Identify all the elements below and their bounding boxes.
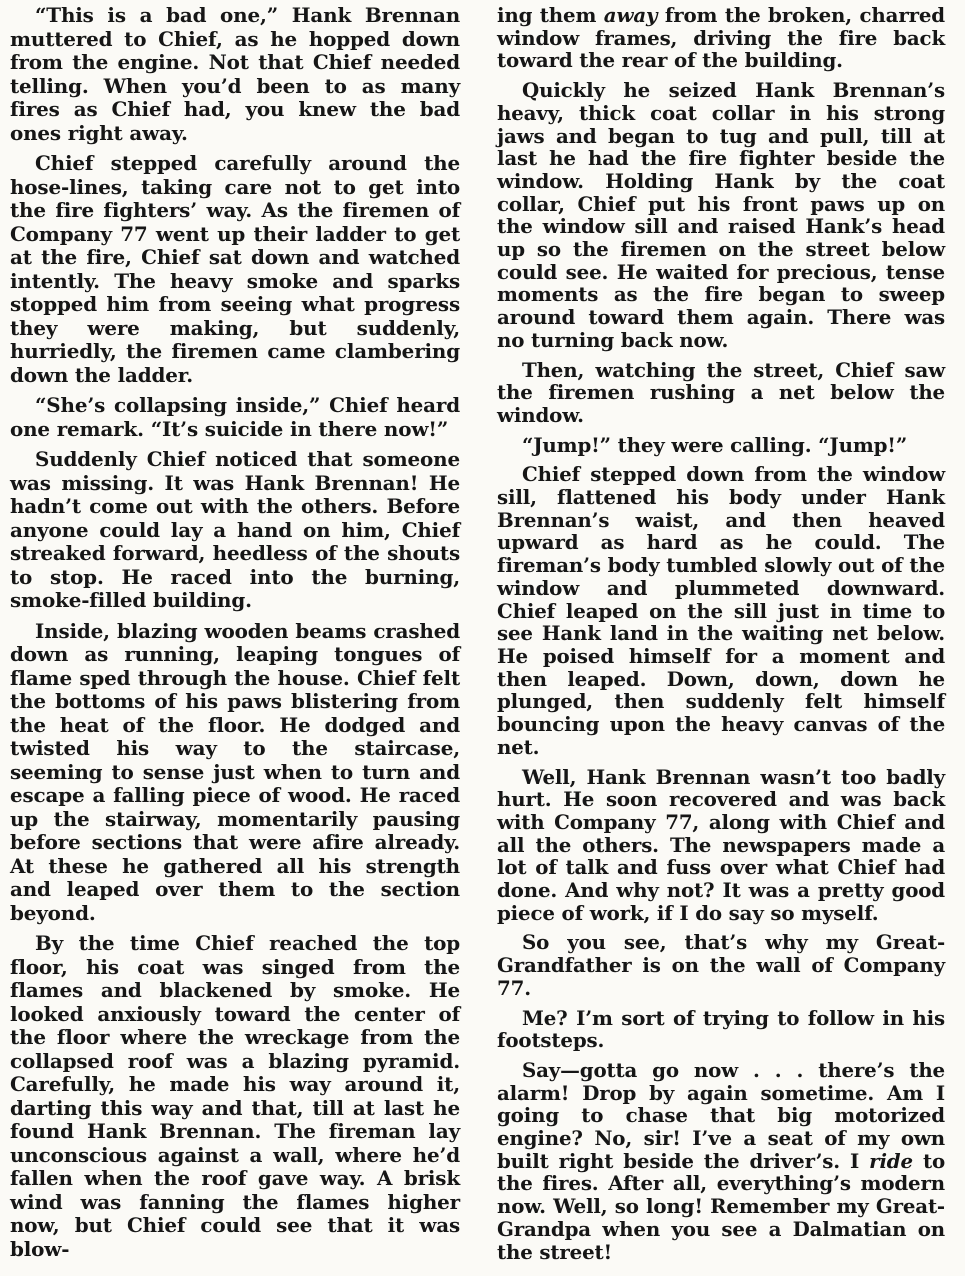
emphasized-word: away [603,3,658,27]
paragraph: Well, Hank Brennan wasn’t too badly hurt. He soon recovered and was back with Company 77, along with Chief and all the others. The newspapers made a lot of talk and fuss over what Chief had done. And why not? It was a pretty good piece of work, if I do say so myself. [497,764,945,925]
paragraph [497,1059,945,1263]
paragraph: “She’s collapsing inside,” Chief heard one remark. “It’s suicide in there now!” [10,393,460,441]
paragraph: Inside, blazing wooden beams crashed down as running, leaping tongues of flame sped through the house. Chief felt the bottoms of his paws blistering from the heat of the floor. He dodged and twisted his way to the staircase, seeming to sense just when to turn and escape a falling piece of wood. He raced up the stairway, momentarily pausing before sections that were afire already. At these he gathered all his strength and leaped over them to the section beyond. [10,618,460,925]
paragraph: Quickly he seized Hank Brennan’s heavy, thick coat collar in his strong jaws and began to tug and pull, till at last he had the fire fighter beside the window. Holding Hank by the coat collar, Chief put his front paws up on the window sill and raised Hank’s head up so the firemen on the street below could see. He waited for precious, tense moments as the fire began to sweep around toward them again. There was no turning back now. [497,78,945,352]
paragraph: Me? I’m sort of trying to follow in his footsteps. [497,1005,945,1053]
paragraph: So you see, that’s why my Great-Grandfather is on the wall of Company 77. [497,930,945,1000]
left-column [10,4,460,1268]
text-run: to the fires. After all, everything’s modern now. Well, so long! Remember my Great-Grandpa when you see a Dalmatian on the street! [497,1148,945,1264]
paragraph-continued [497,4,945,72]
emphasized-word: ride [869,1148,913,1173]
paragraph: By the time Chief reached the top floor, his coat was singed from the flames and blackened by smoke. He looked anxiously toward the center of the floor where the wreckage from the collapsed roof was a blazing pyramid. Carefully, he made his way around it, darting this way and that, till at last he found Hank Brennan. The fireman lay unconscious against a wall, where he’d fallen when the roof gave way. A brisk wind was fanning the flames higher now, but Chief could see that it was blow- [10,931,460,1261]
right-column [497,4,945,1270]
paragraph: Chief stepped carefully around the hose-lines, taking care not to get into the fire fighters’ way. As the firemen of Company 77 went up their ladder to get at the fire, Chief sat down and watched intently. The heavy smoke and sparks stopped him from seeing what progress they were making, but suddenly, hurriedly, the firemen came clambering down the ladder. [10,151,460,387]
paragraph: “This is a bad one,” Hank Brennan muttered to Chief, as he hopped down from the engine. Not that Chief needed telling. When you’d been to as many fires as Chief had, you knew the bad ones right away. [10,3,460,145]
paragraph: “Jump!” they were calling. “Jump!” [522,432,908,457]
text-run: from the broken, charred window frames, driving the fire back toward the rear of the building. [497,3,945,73]
paragraph: Chief stepped down from the window sill, flattened his body under Hank Brennan’s waist, and then heaved upward as hard as he could. The fireman’s body tumbled slowly out of the window and plummeted downward. Chief leaped on the sill just in time to see Hank land in the waiting net below. He poised himself for a moment and then leaped. Down, down, down he plunged, then suddenly felt himself bouncing upon the heavy canvas of the net. [497,462,945,759]
paragraph: Suddenly Chief noticed that someone was missing. It was Hank Brennan! He hadn’t come out with the others. Before anyone could lay a hand on him, Chief streaked forward, heedless of the shouts to stop. He raced into the burning, smoke-filled building. [10,447,460,612]
text-run: Say—gotta go now . . . there’s the alarm! Drop by again sometime. Am I going to chase that big motorized engine? No, sir! I’ve a seat of my own built right beside the driver’s. I [497,1057,945,1173]
text-run: ing them [497,3,604,27]
paragraph: Then, watching the street, Chief saw the firemen rushing a net below the window. [497,357,945,427]
